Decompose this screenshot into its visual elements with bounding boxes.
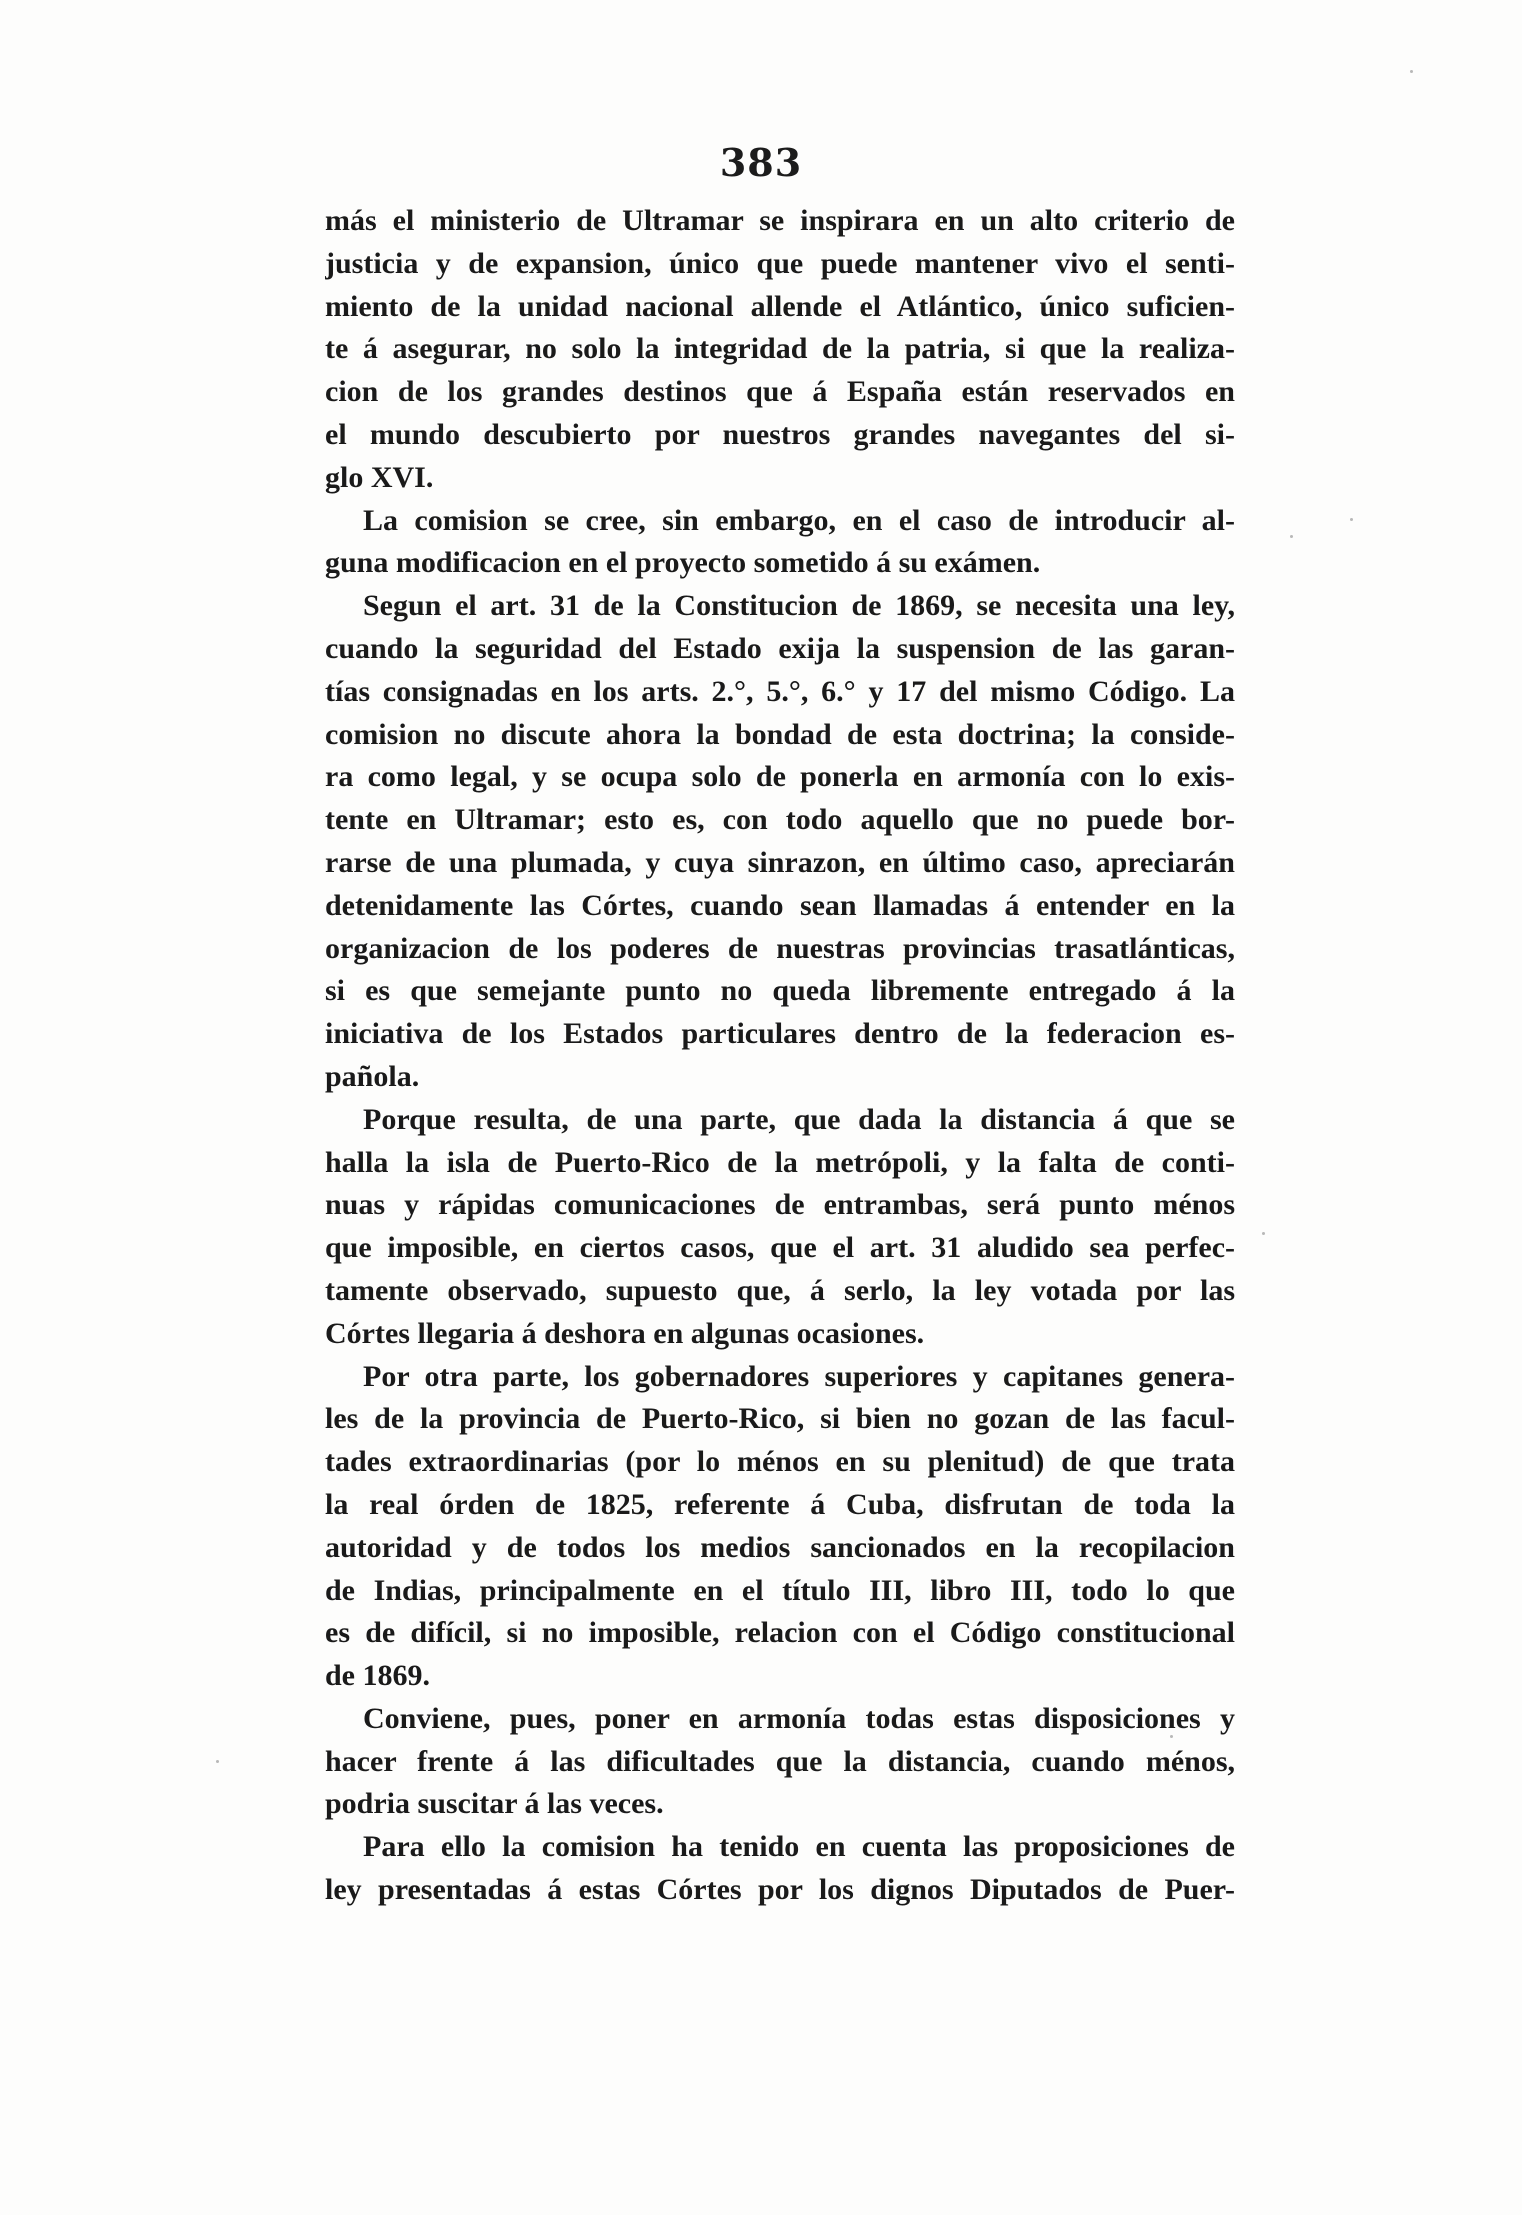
text-line: si es que semejante punto no queda libremente entregado á la bbox=[325, 974, 1235, 1008]
scan-speck bbox=[1410, 70, 1413, 73]
text-line: más el ministerio de Ultramar se inspirara en un alto criterio de bbox=[325, 204, 1235, 237]
text-line: de 1869. bbox=[325, 1659, 430, 1693]
scan-speck bbox=[1290, 535, 1293, 538]
text-line: Porque resulta, de una parte, que dada la distancia á que se bbox=[363, 1102, 1235, 1136]
text-line: hacer frente á las dificultades que la distancia, cuando ménos, bbox=[325, 1744, 1235, 1778]
text-line: tente en Ultramar; esto es, con todo aquello que no puede bor- bbox=[325, 803, 1235, 837]
text-line: tamente observado, supuesto que, á serlo, la ley votada por las bbox=[325, 1273, 1235, 1307]
text-line: cion de los grandes destinos que á España están reservados en bbox=[325, 375, 1235, 409]
text-line: Por otra parte, los gobernadores superiores y capitanes genera- bbox=[363, 1359, 1235, 1393]
text-line: tades extraordinarias (por lo ménos en su plenitud) de que trata bbox=[325, 1445, 1235, 1479]
text-line: nuas y rápidas comunicaciones de entrambas, será punto ménos bbox=[325, 1188, 1235, 1222]
paragraph bbox=[325, 1099, 1235, 1356]
scan-speck bbox=[1350, 518, 1353, 521]
text-line: rarse de una plumada, y cuya sinrazon, en último caso, apreciarán bbox=[325, 845, 1235, 879]
text-line: te á asegurar, no solo la integridad de la patria, si que la realiza- bbox=[325, 332, 1235, 366]
page-number: 383 bbox=[719, 140, 803, 185]
text-line: miento de la unidad nacional allende el Atlántico, único suficien- bbox=[325, 289, 1235, 323]
text-line: el mundo descubierto por nuestros grandes navegantes del si- bbox=[325, 417, 1235, 451]
text-line: justicia y de expansion, único que puede mantener vivo el senti- bbox=[325, 246, 1235, 280]
text-line: autoridad y de todos los medios sancionados en la recopilacion bbox=[325, 1530, 1235, 1564]
text-line: tías consignadas en los arts. 2.°, 5.°, 6.° y 17 del mismo Código. La bbox=[325, 674, 1235, 708]
text-line: glo XVI. bbox=[325, 460, 434, 494]
text-line: halla la isla de Puerto-Rico de la metrópoli, y la falta de conti- bbox=[325, 1145, 1235, 1179]
text-line: iniciativa de los Estados particulares dentro de la federacion es- bbox=[325, 1017, 1235, 1051]
text-line: detenidamente las Córtes, cuando sean llamadas á entender en la bbox=[325, 888, 1235, 922]
text-line: ley presentadas á estas Córtes por los dignos Diputados de Puer- bbox=[325, 1873, 1235, 1907]
text-line: podria suscitar á las veces. bbox=[325, 1787, 664, 1821]
text-line: pañola. bbox=[325, 1059, 420, 1093]
text-line: la real órden de 1825, referente á Cuba, disfrutan de toda la bbox=[325, 1487, 1235, 1521]
text-line: Para ello la comision ha tenido en cuenta las proposiciones de bbox=[363, 1830, 1235, 1864]
text-line: les de la provincia de Puerto-Rico, si bien no gozan de las facul- bbox=[325, 1402, 1235, 1436]
scan-speck bbox=[1262, 1232, 1265, 1235]
scan-speck bbox=[1170, 1735, 1173, 1738]
text-line: La comision se cree, sin embargo, en el caso de introducir al- bbox=[363, 503, 1235, 537]
text-line: Segun el art. 31 de la Constitucion de 1869, se necesita una ley, bbox=[363, 589, 1235, 623]
text-line: de Indias, principalmente en el título III, libro III, todo lo que bbox=[325, 1573, 1235, 1607]
text-line: es de difícil, si no imposible, relacion con el Código constitucional bbox=[325, 1616, 1235, 1650]
text-line: que imposible, en ciertos casos, que el art. 31 aludido sea perfec- bbox=[325, 1231, 1235, 1265]
paragraph bbox=[325, 1356, 1235, 1698]
text-line: Conviene, pues, poner en armonía todas estas disposiciones y bbox=[363, 1701, 1235, 1735]
text-line: Córtes llegaria á deshora en algunas ocasiones. bbox=[325, 1316, 925, 1350]
text-line: guna modificacion en el proyecto sometido á su exámen. bbox=[325, 546, 1041, 580]
paragraph bbox=[325, 500, 1235, 586]
text-line: organizacion de los poderes de nuestras provincias trasatlánticas, bbox=[325, 931, 1235, 965]
text-line: cuando la seguridad del Estado exija la suspension de las garan- bbox=[325, 631, 1235, 665]
text-line: comision no discute ahora la bondad de esta doctrina; la conside- bbox=[325, 717, 1235, 751]
paragraph bbox=[325, 585, 1235, 1099]
text-line: ra como legal, y se ocupa solo de ponerla en armonía con lo exis- bbox=[325, 760, 1235, 794]
scan-speck bbox=[216, 1760, 219, 1763]
paragraph bbox=[325, 1698, 1235, 1826]
paragraph bbox=[325, 1826, 1235, 1912]
paragraph bbox=[325, 200, 1235, 500]
body-text bbox=[325, 200, 1235, 1912]
